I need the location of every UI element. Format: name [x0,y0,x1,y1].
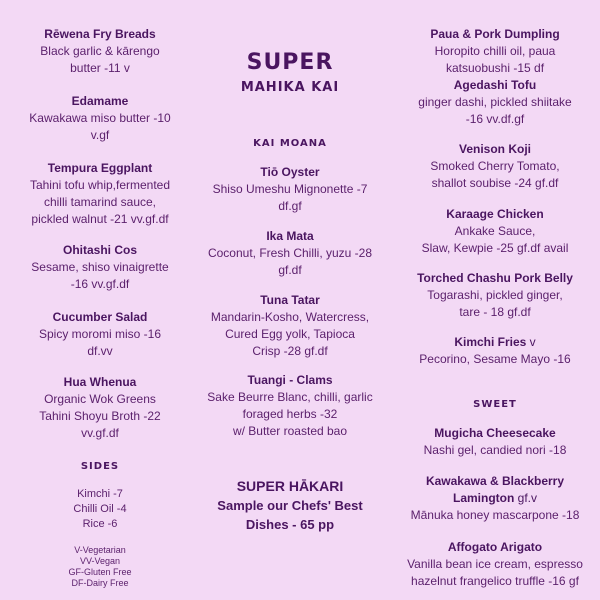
item-desc: df.vv [87,344,113,358]
item-name: Edamame [71,94,129,108]
sweet-heading: SWEET [473,399,517,410]
item-name: Paua & Pork Dumpling [430,27,560,41]
item-name: Ika Mata [266,229,314,243]
menu-item [0,242,200,293]
item-desc: tare - 18 gf.df [459,305,531,319]
item-name-text: Kimchi Fries [454,335,527,349]
side-item: Rice -6 [82,518,118,530]
item-name: Rēwena Fry Breads [44,27,156,41]
brand-title: SUPER [246,50,334,75]
item-name [390,334,600,351]
item-name: Agedashi Tofu [453,78,537,92]
legend-item: VV-Vegan [79,556,121,566]
item-desc: Coconut, Fresh Chilli, yuzu -28 [207,246,373,260]
item-desc: foraged herbs -32 [242,407,338,421]
item-desc: Mandarin-Kosho, Watercress, [210,310,370,324]
item-desc: gf.df [278,263,302,277]
item-desc: df.gf [278,199,302,213]
item-desc: pickled walnut -21 vv.gf.df [31,212,169,226]
item-desc: Organic Wok Greens [44,392,156,406]
menu-item [0,26,200,77]
item-desc: chilli tamarind sauce, [43,195,157,209]
sides-list [0,487,200,532]
item-desc: shallot soubise -24 gf.df [431,176,559,190]
item-desc: Shiso Umeshu Mignonette -7 [212,182,368,196]
item-desc: Tahini tofu whip,fermented [29,178,171,192]
item-name: Torched Chashu Pork Belly [417,271,573,285]
menu-item [390,539,600,590]
item-desc: ginger dashi, pickled shiitake [418,95,572,109]
hakari-line: Sample our Chefs' Best [217,498,363,513]
item-name: Tempura Eggplant [47,161,153,175]
item-desc: w/ Butter roasted bao [232,424,348,438]
item-desc: Slaw, Kewpie -25 gf.df avail [421,241,569,255]
item-desc: Tahini Shoyu Broth -22 [39,409,161,423]
item-name: Cucumber Salad [52,310,148,324]
side-item: Kimchi -7 [77,488,123,500]
legend-item: GF-Gluten Free [68,567,132,577]
item-name: Karaage Chicken [446,207,544,221]
menu-item [195,228,385,279]
item-name: Mugicha Cheesecake [434,426,556,440]
item-desc: butter -11 v [70,61,130,75]
item-name-text: Lamington [452,491,515,505]
brand-subtitle: MAHIKA KAI [240,80,340,95]
item-desc: -16 vv.gf.df [70,277,130,291]
menu-item [390,473,600,524]
menu-item [0,93,200,144]
item-desc: Pecorino, Sesame Mayo -16 [419,352,571,366]
menu-item [0,374,200,442]
menu-item [390,334,600,368]
item-desc: vv.gf.df [81,426,119,440]
menu-item [195,372,385,440]
item-desc: Sake Beurre Blanc, chilli, garlic [207,390,373,404]
item-desc: Horopito chilli oil, paua [434,44,556,58]
legend-item: V-Vegetarian [74,545,126,555]
item-desc: Togarashi, pickled ginger, [427,288,563,302]
item-desc: Vanilla bean ice cream, espresso [407,557,583,571]
item-desc: Smoked Cherry Tomato, [430,159,560,173]
item-desc: Spicy moromi miso -16 [38,327,162,341]
item-desc: hazelnut frangelico truffle -16 gf [411,574,579,588]
menu-item [390,270,600,321]
menu-item [0,309,200,360]
legend-item: DF-Dairy Free [71,578,129,588]
sides-heading: SIDES [80,461,120,472]
item-desc: -16 vv.df.gf [465,112,525,126]
item-desc: katsuobushi -15 df [445,61,545,75]
item-name: Affogato Arigato [447,540,543,554]
item-desc: v.gf [90,128,110,142]
item-desc: Kawakawa miso butter -10 [29,111,171,125]
menu-item [390,206,600,257]
menu-item [390,26,600,77]
hakari-block [195,476,385,534]
item-desc: Crisp -28 gf.df [252,344,328,358]
item-desc: Ankake Sauce, [454,224,536,238]
item-name: Tiō Oyster [260,165,320,179]
side-item: Chilli Oil -4 [73,503,127,515]
item-desc: Mānuka honey mascarpone -18 [410,508,580,522]
item-diet-tag: v [526,335,536,349]
dietary-legend [0,545,200,589]
menu-item [195,292,385,360]
kai-moana-heading: KAI MOANA [253,138,327,149]
item-diet-tag: gf.v [514,491,537,505]
item-desc: Black garlic & kārengo [40,44,160,58]
item-name: Hua Whenua [63,375,137,389]
menu-item [390,425,600,459]
item-name [390,490,600,507]
menu-item [390,77,600,128]
item-name: Tuangi - Clams [247,373,333,387]
item-name: Kawakawa & Blackberry [425,474,565,488]
item-desc: Nashi gel, candied nori -18 [423,443,567,457]
hakari-line: Dishes - 65 pp [245,517,335,532]
hakari-title: SUPER HĀKARI [236,478,344,494]
menu-item [195,164,385,215]
item-name: Venison Koji [458,142,531,156]
item-desc: Cured Egg yolk, Tapioca [225,327,355,341]
menu-item [390,141,600,192]
item-name: Tuna Tatar [260,293,320,307]
item-name: Ohitashi Cos [62,243,137,257]
menu-item [0,160,200,228]
item-desc: Sesame, shiso vinaigrette [31,260,169,274]
